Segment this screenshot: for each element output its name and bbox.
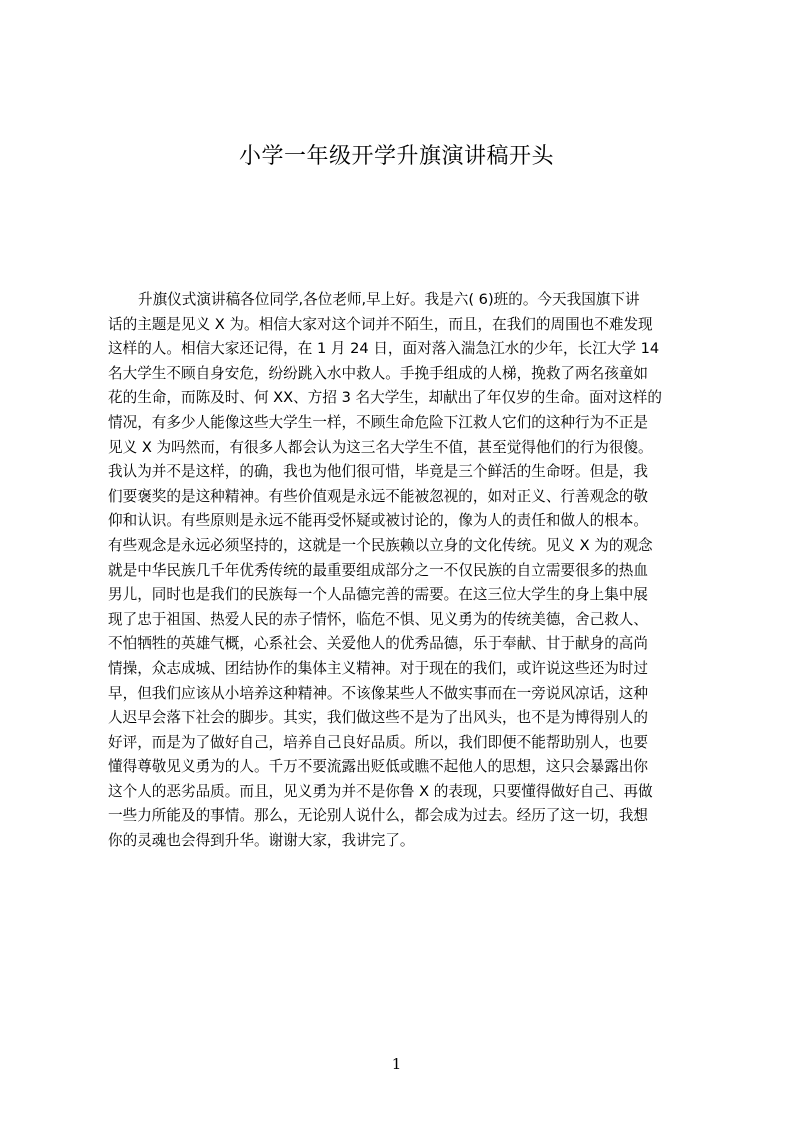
speech-body <box>108 288 712 854</box>
text-line: 不怕牺牲的英雄气概，心系社会、关爱他人的优秀品德，乐于奉献、甘于献身的高尚 <box>108 635 648 653</box>
text-line: 们要褒奖的是这种精神。有些价值观是永远不能被忽视的，如对正义、行善观念的敬 <box>108 487 648 505</box>
text-line: 男儿，同时也是我们的民族每一个人品德完善的需要。在这三位大学生的身上集中展 <box>108 586 648 604</box>
text-line: 这个人的恶劣品质。而且，见义勇为并不是你鲁 X 的表现，只要懂得做好自己、再做 <box>108 782 653 800</box>
text-line: 情操，众志成城、团结协作的集体主义精神。对于现在的我们，或许说这些还为时过 <box>108 659 648 677</box>
page-number: 1 <box>391 1055 402 1073</box>
text-line: 仰和认识。有些原则是永远不能再受怀疑或被讨论的，像为人的责任和做人的根本。 <box>108 512 648 530</box>
text-line: 这样的人。相信大家还记得，在 1 月 24 日，面对落入湍急江水的少年，长江大学 14 <box>108 340 660 358</box>
text-line: 懂得尊敬见义勇为的人。千万不要流露出贬低或瞧不起他人的思想，这只会暴露出你 <box>108 758 648 776</box>
text-line: 现了忠于祖国、热爱人民的赤子情怀，临危不惧、见义勇为的传统美德，舍己救人、 <box>108 610 648 628</box>
text-line: 话的主题是见义 X 为。相信大家对这个词并不陌生，而且，在我们的周围也不难发现 <box>108 315 653 333</box>
text-line: 见义 X 为吗然而，有很多人都会认为这三名大学生不值，甚至觉得他们的行为很傻。 <box>108 438 653 456</box>
text-line: 升旗仪式演讲稿各位同学,各位老师,早上好。我是六( 6)班的。今天我国旗下讲 <box>138 291 640 308</box>
text-line: 我认为并不是这样，的确，我也为他们很可惜，毕竟是三个鲜活的生命呀。但是，我 <box>108 463 648 481</box>
text-line: 一些力所能及的事情。那么，无论别人说什么，都会成为过去。经历了这一切，我想 <box>108 807 648 825</box>
text-line: 人迟早会落下社会的脚步。其实，我们做这些不是为了出风头，也不是为博得别人的 <box>108 709 648 727</box>
text-line: 就是中华民族几千年优秀传统的最重要组成部分之一不仅民族的自立需要很多的热血 <box>108 561 648 579</box>
text-line: 情况，有多少人能像这些大学生一样，不顾生命危险下江救人它们的这种行为不正是 <box>108 413 648 431</box>
text-line: 你的灵魂也会得到升华。谢谢大家，我讲完了。 <box>108 832 415 850</box>
text-line: 好评，而是为了做好自己，培养自己良好品质。所以，我们即便不能帮助别人，也要 <box>108 733 648 751</box>
document-title: 小学一年级开学升旗演讲稿开头 <box>238 144 554 169</box>
text-line: 有些观念是永远必须坚持的，这就是一个民族赖以立身的文化传统。见义 X 为的观念 <box>108 536 653 554</box>
text-line: 名大学生不顾自身安危，纷纷跳入水中救人。手挽手组成的人梯，挽救了两名孩童如 <box>108 364 648 382</box>
text-line: 花的生命，而陈及时、何 XX、方招 3 名大学生，却献出了年仅岁的生命。面对这样的 <box>108 389 662 407</box>
text-line: 早，但我们应该从小培养这种精神。不该像某些人不做实事而在一旁说风凉话，这种 <box>108 684 648 702</box>
